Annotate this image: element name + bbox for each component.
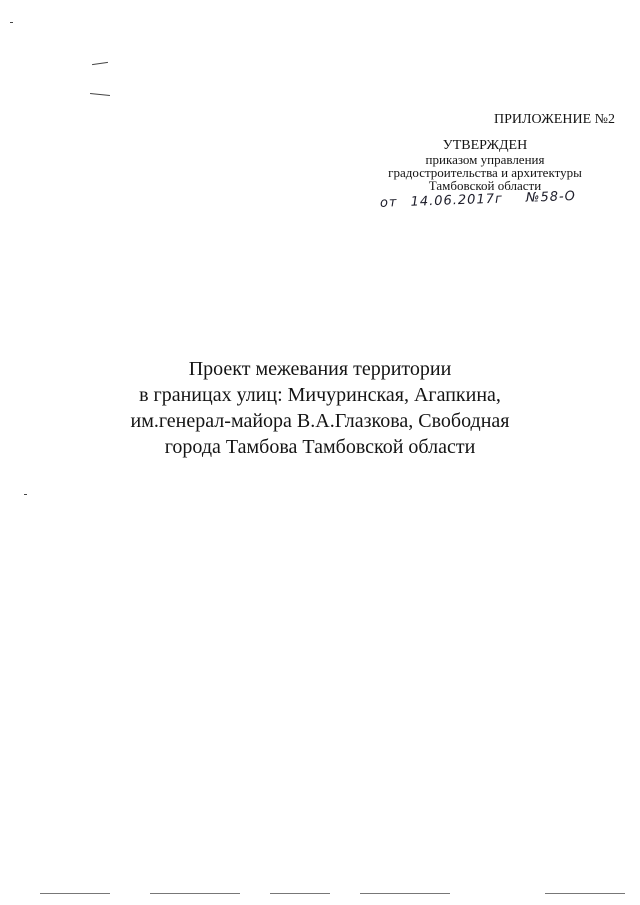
handwritten-date-number: [380, 188, 601, 218]
handwritten-date: 14.06.2017г: [410, 191, 504, 210]
scan-mark: [24, 494, 27, 495]
bottom-edge-line: [150, 893, 240, 894]
bottom-edge-line: [360, 893, 450, 894]
order-line-1: приказом управления: [425, 152, 545, 167]
handwritten-number: №58-О: [525, 189, 577, 206]
approval-block: [350, 112, 620, 192]
title-line-4: города Тамбова Тамбовской области: [164, 436, 476, 458]
title-line-3: им.генерал-майора В.А.Глазкова, Свободная: [130, 410, 510, 432]
title-line-2: в границах улиц: Мичуринская, Агапкина,: [139, 384, 501, 406]
document-title: [60, 356, 580, 460]
scan-mark: [10, 22, 13, 23]
bottom-edge-line: [545, 893, 625, 894]
appendix-label: ПРИЛОЖЕНИЕ №2: [494, 112, 615, 127]
handwritten-prefix: от: [379, 195, 398, 211]
bottom-edge-line: [270, 893, 330, 894]
order-line-2: градостроительства и архитектуры: [388, 165, 582, 180]
order-line-3: Тамбовской области: [428, 178, 542, 193]
title-line-1: Проект межевания территории: [188, 358, 452, 380]
scan-mark: [90, 93, 110, 96]
approved-label: УТВЕРЖДЕН: [442, 138, 528, 153]
bottom-edge-line: [40, 893, 110, 894]
scan-mark: [92, 62, 108, 65]
